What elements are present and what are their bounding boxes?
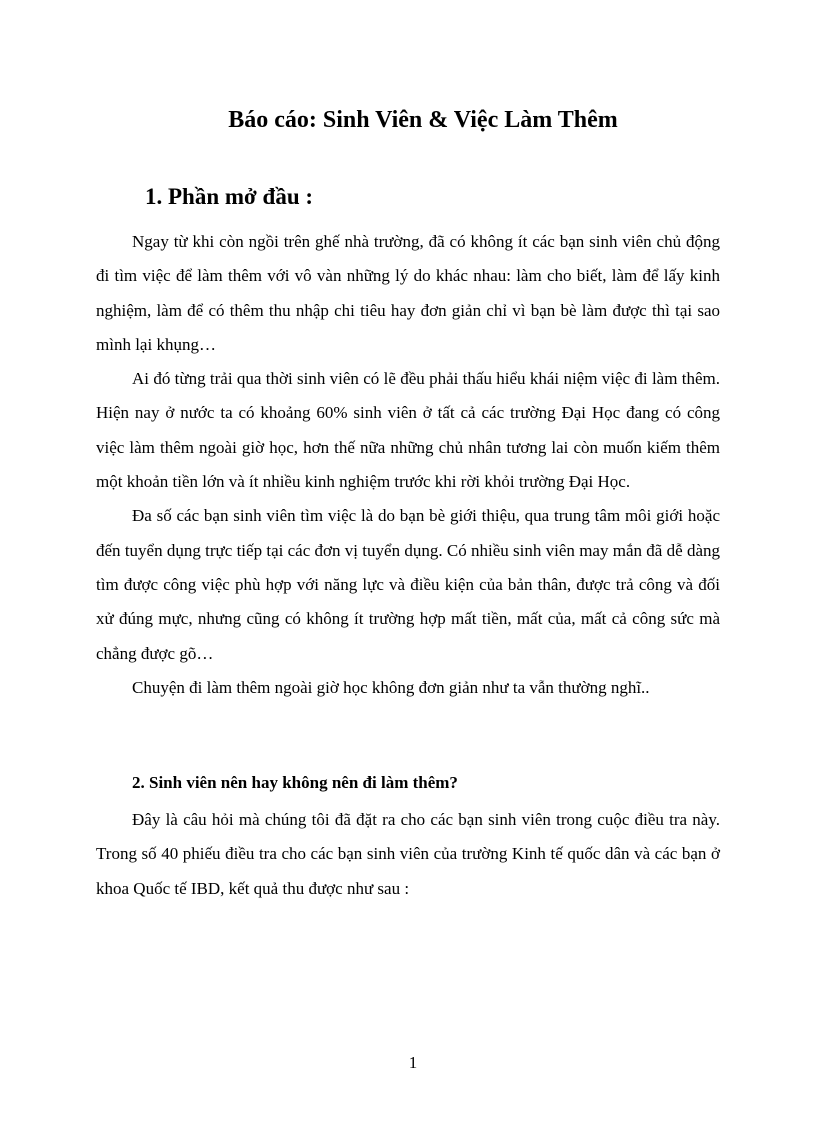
section-2-body [96,803,720,906]
section-1-heading: 1. Phần mở đầu : [145,184,314,209]
document-title: Báo cáo: Sinh Viên & Việc Làm Thêm [228,107,618,133]
paragraph: Ngay từ khi còn ngồi trên ghế nhà trường, đã có không ít các bạn sinh viên chủ động đi tìm việc để làm thêm với vô vàn những lý do khác nhau: làm cho biết, làm để lấy kinh nghiệm, làm để có thêm thu nhập chi tiêu hay đơn giản chỉ vì bạn bè làm được thì tại sao mình lại khụng… [96,232,720,354]
paragraph: Chuyện đi làm thêm ngoài giờ học không đơn giản như ta vẫn thường nghĩ.. [132,677,650,697]
section-1-body [96,225,720,705]
paragraph: Đa số các bạn sinh viên tìm việc là do bạn bè giới thiệu, qua trung tâm môi giới hoặc đến tuyển dụng trực tiếp tại các đơn vị tuyển dụng. Có nhiều sinh viên may mắn đã dễ dàng tìm được công việc phù hợp với năng lực và điều kiện của bản thân, được trả công và đối xử đúng mực, nhưng cũng có không ít trường hợp mất tiền, mất của, mất cả công sức mà chẳng được gõ… [96,506,720,663]
page-number: 1 [408,1053,418,1072]
section-2-heading: 2. Sinh viên nên hay không nên đi làm thêm? [132,773,458,792]
paragraph: Ai đó từng trải qua thời sinh viên có lẽ đều phải thấu hiểu khái niệm việc đi làm thêm. Hiện nay ở nước ta có khoảng 60% sinh viên ở tất cả các trường Đại Học đang có công việc làm thêm ngoài giờ học, hơn thế nữa những chủ nhân tương lai còn muốn kiếm thêm một khoản tiền lớn và ít nhiều kinh nghiệm trước khi rời khỏi trường Đại Học. [96,369,720,492]
paragraph: Đây là câu hỏi mà chúng tôi đã đặt ra cho các bạn sinh viên trong cuộc điều tra này. Trong số 40 phiếu điều tra cho các bạn sinh viên của trường Kinh tế quốc dân và các bạn ở khoa Quốc tế IBD, kết quả thu được như sau : [96,810,720,898]
